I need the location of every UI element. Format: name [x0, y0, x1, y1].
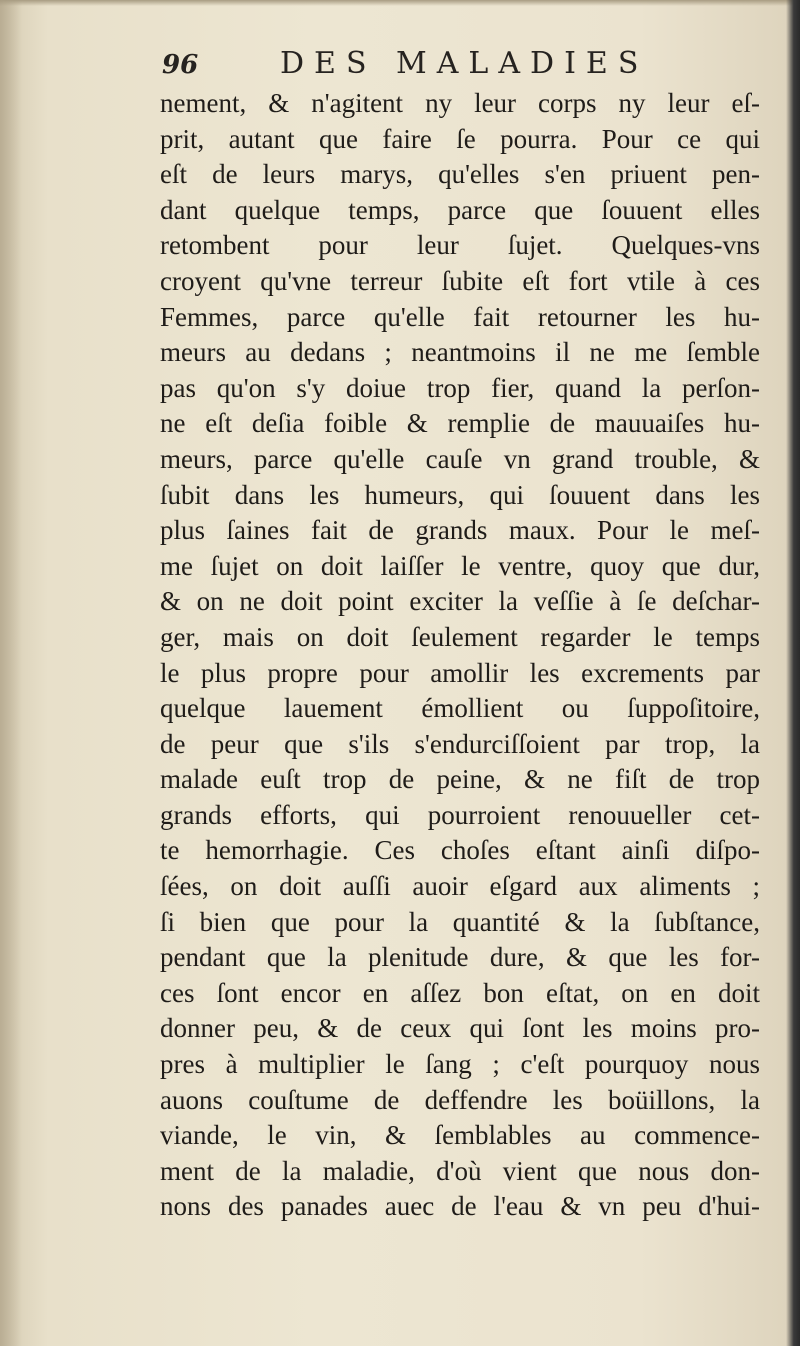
text-line: ſubit dans les humeurs, qui ſouuent dans les: [160, 479, 760, 510]
text-line: prit, autant que faire ſe pourra. Pour ce qui: [160, 123, 760, 154]
page-edge: [786, 0, 800, 1346]
page-number: 96: [162, 50, 199, 80]
text-line: pendant que la plenitude dure, & que les for-: [160, 942, 760, 973]
text-line: plus ſaines fait de grands maux. Pour le meſ-: [160, 515, 760, 546]
text-line: grands efforts, qui pourroient renouueller cet-: [160, 799, 760, 830]
text-line: retombent pour leur ſujet. Quelques-vns: [160, 230, 760, 261]
text-line: meurs, parce qu'elle cauſe vn grand trouble, &: [160, 443, 760, 474]
text-line: ger, mais on doit ſeulement regarder le temps: [160, 621, 760, 652]
text-line: meurs au dedans ; neantmoins il ne me ſemble: [160, 337, 760, 368]
text-line: ſées, on doit auſſi auoir eſgard aux aliments ;: [160, 871, 760, 902]
text-line: pas qu'on s'y doiue trop fier, quand la perſon-: [160, 372, 760, 403]
text-line: le plus propre pour amollir les excrements par: [160, 657, 760, 688]
text-line: ment de la maladie, d'où vient que nous don-: [160, 1155, 760, 1186]
top-edge-shadow: [0, 0, 800, 6]
text-line: dant quelque temps, parce que ſouuent elles: [160, 194, 760, 225]
body-text: [160, 86, 760, 1225]
text-line: nons des panades auec de l'eau & vn peu d'hui-: [160, 1191, 760, 1222]
text-line: donner peu, & de ceux qui ſont les moins pro-: [160, 1013, 760, 1044]
text-line: nement, & n'agitent ny leur corps ny leur eſ-: [160, 88, 760, 118]
text-line: ces ſont encor en aſſez bon eſtat, on en doit: [160, 977, 760, 1008]
page-header: [162, 46, 762, 90]
text-line: me ſujet on doit laiſſer le ventre, quoy que dur,: [160, 550, 760, 581]
text-line: pres à multiplier le ſang ; c'eſt pourquoy nous: [160, 1049, 760, 1080]
text-line: malade euſt trop de peine, & ne fiſt de trop: [160, 764, 760, 795]
text-line: te hemorrhagie. Ces choſes eſtant ainſi diſpo-: [160, 835, 760, 866]
text-line: croyent qu'vne terreur ſubite eſt fort vtile à ces: [160, 265, 760, 296]
running-title: DES MALADIES: [280, 46, 649, 81]
gutter-shadow: [0, 0, 22, 1346]
text-line: quelque lauement émollient ou ſuppoſitoire,: [160, 693, 760, 724]
text-line: viande, le vin, & ſemblables au commence-: [160, 1120, 760, 1151]
text-line: ſi bien que pour la quantité & la ſubſtance,: [160, 906, 760, 937]
text-line: & on ne doit point exciter la veſſie à ſe deſchar-: [160, 586, 760, 617]
text-line: auons couſtume de deffendre les boüillons, la: [160, 1084, 760, 1115]
text-line: ne eſt deſia foible & remplie de mauuaiſes hu-: [160, 408, 760, 439]
text-line: eſt de leurs marys, qu'elles s'en priuent pen-: [160, 159, 760, 190]
text-line: Femmes, parce qu'elle fait retourner les hu-: [160, 301, 760, 332]
text-line: de peur que s'ils s'endurciſſoient par trop, la: [160, 728, 760, 759]
